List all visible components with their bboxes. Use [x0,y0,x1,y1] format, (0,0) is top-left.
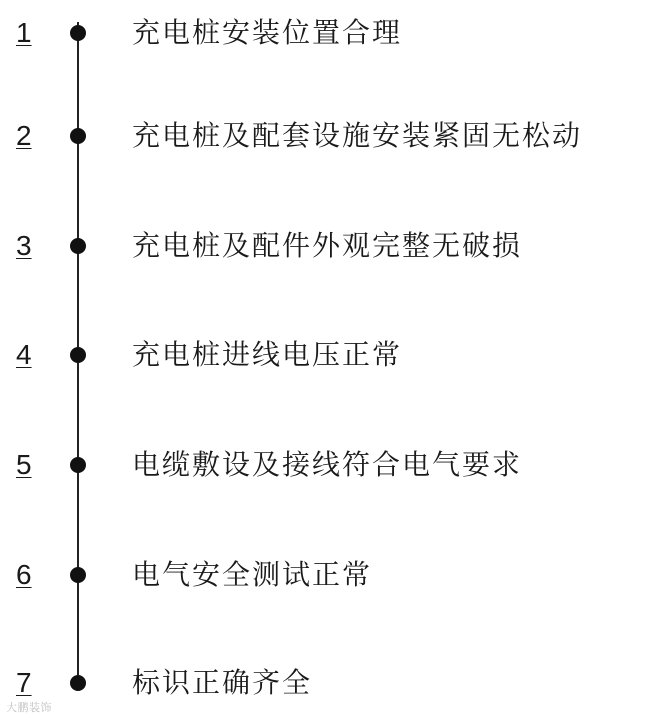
timeline-dot [70,25,86,41]
step-item-4 [0,337,648,377]
step-text: 充电桩安装位置合理 [132,16,403,49]
step-number: 2 [16,120,32,151]
step-number: 1 [16,17,32,48]
timeline-dot [70,128,86,144]
watermark: 大鹏装饰 [6,701,52,714]
step-text: 电缆敷设及接线符合电气要求 [132,448,523,481]
timeline-dot [70,457,86,473]
step-item-3 [0,228,648,268]
step-text: 标识正确齐全 [132,666,313,699]
step-item-6 [0,557,648,597]
step-number: 7 [16,667,32,698]
timeline-dot [70,238,86,254]
step-item-2 [0,118,648,158]
step-item-7 [0,665,648,705]
step-item-5 [0,447,648,487]
step-number: 4 [16,339,32,370]
step-text: 充电桩及配件外观完整无破损 [132,229,523,262]
timeline-dot [70,567,86,583]
timeline-dot [70,675,86,691]
step-text: 充电桩进线电压正常 [132,338,403,371]
step-number: 3 [16,230,32,261]
step-number: 6 [16,559,32,590]
step-number: 5 [16,449,32,480]
step-text: 电气安全测试正常 [132,558,373,591]
step-item-1 [0,15,648,55]
timeline-dot [70,347,86,363]
step-text: 充电桩及配套设施安装紧固无松动 [132,119,583,152]
